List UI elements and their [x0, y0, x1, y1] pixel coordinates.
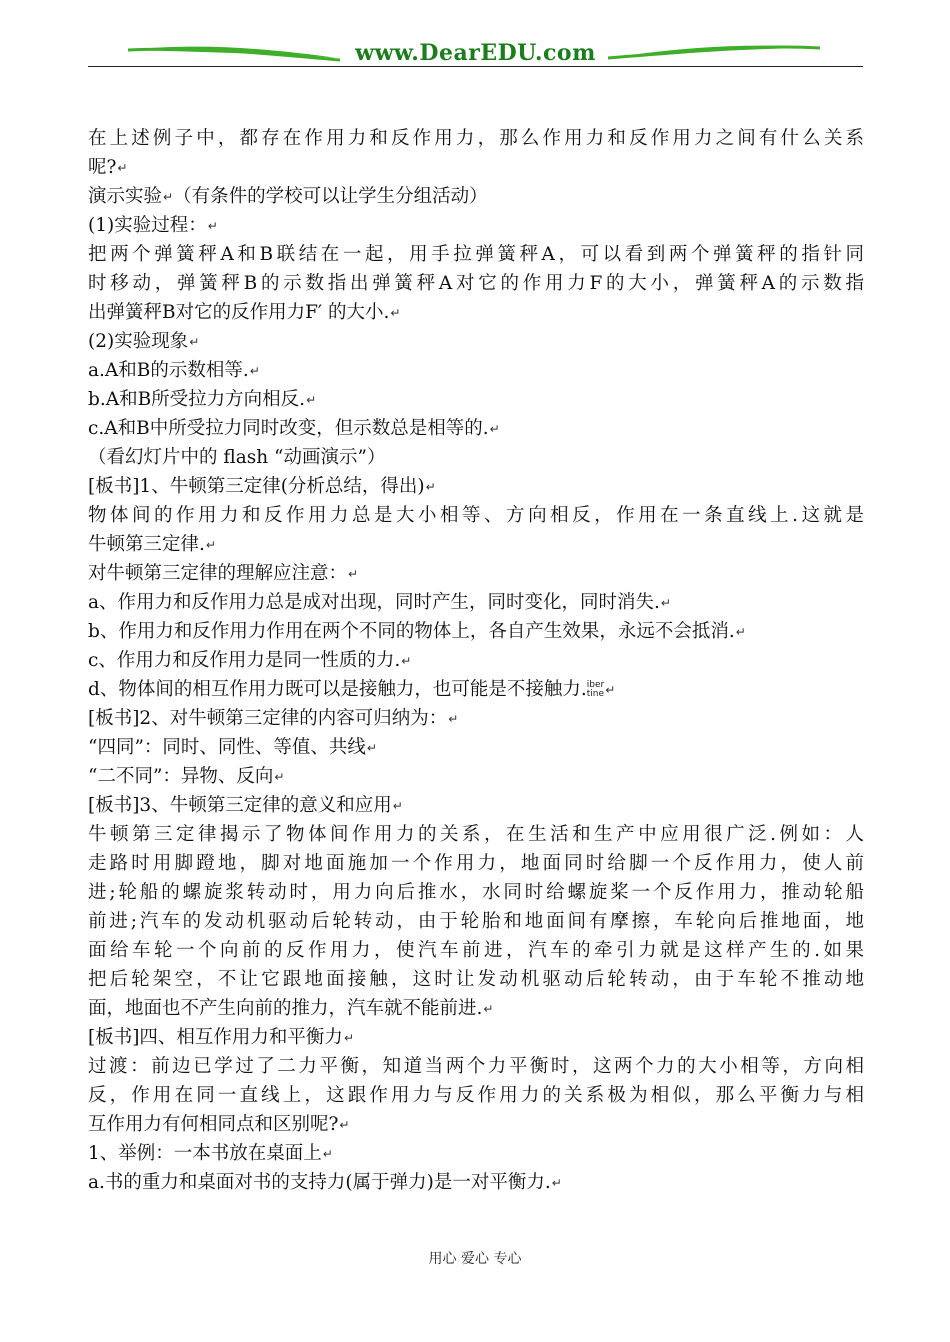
- line-text: [板书]3、牛顿第三定律的意义和应用: [88, 795, 392, 816]
- line-text: 牛顿第三定律.: [88, 534, 205, 555]
- line-text: [板书]1、牛顿第三定律(分析总结，得出): [88, 476, 425, 497]
- line-text: a.A和B的示数相等.: [88, 360, 249, 381]
- line-text: a.书的重力和桌面对书的支持力(属于弹力)是一对平衡力.: [88, 1172, 551, 1193]
- text-line: [88, 124, 864, 153]
- line-text: d、物体间的相互作用力既可以是接触力，也可能是不接触力.: [88, 679, 587, 700]
- document-body: [88, 124, 864, 1197]
- line-text: [板书]四、相互作用力和平衡力: [88, 1027, 343, 1048]
- text-line: [88, 559, 864, 588]
- text-line: [88, 443, 864, 472]
- line-text: 走路时用脚蹬地，脚对地面施加一个作用力，地面同时给脚一个反作用力，使人前: [88, 853, 864, 874]
- text-line: [88, 965, 864, 994]
- paragraph-mark-icon: ↵: [390, 305, 401, 320]
- line-text: c.A和B中所受拉力同时改变，但示数总是相等的.: [88, 418, 489, 439]
- line-text: 进;轮船的螺旋浆转动时，用力向后推水，水同时给螺旋桨一个反作用力，推动轮船: [88, 882, 864, 903]
- text-line: [88, 298, 864, 327]
- text-line: [88, 1081, 864, 1110]
- line-text: 前进;汽车的发动机驱动后轮转动，由于轮胎和地面间有摩擦，车轮向后推地面，地: [88, 911, 864, 932]
- line-text: 把后轮架空，不让它跟地面接触，这时让发动机驱动后轮转动，由于车轮不推动地: [88, 969, 864, 990]
- paragraph-mark-icon: ↵: [483, 1001, 494, 1016]
- line-text: 面，地面也不产生向前的推力，汽车就不能前进.: [88, 998, 483, 1019]
- line-text: 把两个弹簧秤A和B联结在一起，用手拉弹簧秤A，可以看到两个弹簧秤的指针同: [88, 244, 864, 265]
- paragraph-mark-icon: ↵: [448, 711, 459, 726]
- paragraph-mark-icon: ↵: [551, 1175, 562, 1190]
- page-header: [88, 36, 863, 70]
- line-text: 牛顿第三定律揭示了物体间作用力的关系，在生活和生产中应用很广泛.例如：人: [88, 824, 864, 845]
- text-line: [88, 1052, 864, 1081]
- text-line: [88, 994, 864, 1023]
- line-text: 时移动，弹簧秤B的示数指出弹簧秤A对它的作用力F的大小，弹簧秤A的示数指: [88, 273, 864, 294]
- text-line: [88, 1110, 864, 1139]
- text-line: [88, 1023, 864, 1052]
- text-line: [88, 907, 864, 936]
- text-line: [88, 211, 864, 240]
- line-text: a、作用力和反作用力总是成对出现，同时产生，同时变化，同时消失.: [88, 592, 660, 613]
- text-line: [88, 356, 864, 385]
- artifact-bottom: tine: [586, 689, 605, 699]
- line-text: 在上述例子中，都存在作用力和反作用力，那么作用力和反作用力之间有什么关系: [88, 128, 864, 149]
- text-line: [88, 182, 864, 211]
- text-line: [88, 733, 864, 762]
- text-line: [88, 878, 864, 907]
- paragraph-mark-icon: ↵: [163, 189, 174, 204]
- text-line: [88, 617, 864, 646]
- text-line: [88, 820, 864, 849]
- text-line: [88, 414, 864, 443]
- line-text: 面给车轮一个向前的反作用力，使汽车前进，汽车的牵引力就是这样产生的.如果: [88, 940, 864, 961]
- text-line: [88, 327, 864, 356]
- text-line: [88, 704, 864, 733]
- line-text: b、作用力和反作用力作用在两个不同的物体上，各自产生效果，永远不会抵消.: [88, 621, 735, 642]
- paragraph-mark-icon: ↵: [735, 624, 746, 639]
- text-line: [88, 1139, 864, 1168]
- line-text: b.A和B所受拉力方向相反.: [88, 389, 306, 410]
- site-brand: www.DearEDU.com: [355, 40, 596, 66]
- line-text: （看幻灯片中的 flash “动画演示”）: [88, 447, 386, 468]
- inline-artifact: [587, 681, 604, 699]
- text-line: [88, 762, 864, 791]
- text-line: [88, 1168, 864, 1197]
- text-line: [88, 936, 864, 965]
- text-line: [88, 385, 864, 414]
- line-text: 互作用力有何相同点和区别呢?: [88, 1114, 339, 1135]
- line-text: 出弹簧秤B对它的反作用力F′ 的大小.: [88, 302, 390, 323]
- paragraph-mark-icon: ↵: [339, 1117, 350, 1132]
- line-text: “二不同”：异物、反向: [88, 766, 274, 787]
- text-line: [88, 646, 864, 675]
- paragraph-mark-icon: ↵: [401, 653, 412, 668]
- line-suffix: （有条件的学校可以让学生分组活动）: [173, 186, 488, 207]
- text-line: [88, 240, 864, 269]
- line-text: 对牛顿第三定律的理解应注意：: [88, 563, 348, 584]
- paragraph-mark-icon: ↵: [489, 421, 500, 436]
- paragraph-mark-icon: ↵: [322, 1146, 333, 1161]
- artifact-top: iber: [586, 680, 605, 690]
- text-line: [88, 675, 864, 704]
- text-line: [88, 791, 864, 820]
- text-line: [88, 472, 864, 501]
- paragraph-mark-icon: ↵: [274, 769, 285, 784]
- line-text: 1、举例：一本书放在桌面上: [88, 1143, 322, 1164]
- line-text: 呢?: [88, 157, 117, 178]
- line-text: 演示实验: [88, 186, 163, 207]
- line-text: 过渡：前边已学过了二力平衡，知道当两个力平衡时，这两个力的大小相等，方向相: [88, 1056, 864, 1077]
- line-text: [板书]2、对牛顿第三定律的内容可归纳为：: [88, 708, 448, 729]
- line-text: “四同”：同时、同性、等值、共线: [88, 737, 366, 758]
- paragraph-mark-icon: ↵: [207, 218, 218, 233]
- page-footer: 用心 爱心 专心: [428, 1251, 522, 1267]
- paragraph-mark-icon: ↵: [348, 566, 359, 581]
- text-line: [88, 849, 864, 878]
- paragraph-mark-icon: ↵: [117, 160, 128, 175]
- paragraph-mark-icon: ↵: [605, 682, 616, 697]
- paragraph-mark-icon: ↵: [205, 537, 216, 552]
- text-line: [88, 588, 864, 617]
- paragraph-mark-icon: ↵: [189, 334, 200, 349]
- header-rule: [88, 66, 863, 67]
- text-line: [88, 153, 864, 182]
- line-text: 物体间的作用力和反作用力总是大小相等、方向相反，作用在一条直线上.这就是: [88, 505, 864, 526]
- line-text: (1)实验过程：: [88, 215, 207, 236]
- line-text: 反，作用在同一直线上，这跟作用力与反作用力的关系极为相似，那么平衡力与相: [88, 1085, 864, 1106]
- paragraph-mark-icon: ↵: [366, 740, 377, 755]
- text-line: [88, 501, 864, 530]
- line-text: c、作用力和反作用力是同一性质的力.: [88, 650, 401, 671]
- paragraph-mark-icon: ↵: [425, 479, 436, 494]
- paragraph-mark-icon: ↵: [306, 392, 317, 407]
- paragraph-mark-icon: ↵: [392, 798, 403, 813]
- line-text: (2)实验现象: [88, 331, 189, 352]
- paragraph-mark-icon: ↵: [660, 595, 671, 610]
- paragraph-mark-icon: ↵: [249, 363, 260, 378]
- text-line: [88, 269, 864, 298]
- paragraph-mark-icon: ↵: [343, 1030, 354, 1045]
- text-line: [88, 530, 864, 559]
